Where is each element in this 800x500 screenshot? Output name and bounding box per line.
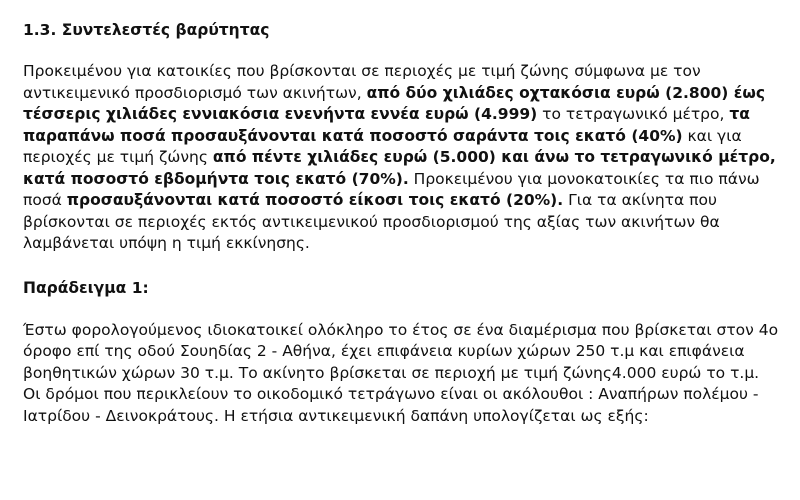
bold-text-segment: από πέντε χιλιάδες ευρώ (5.000) και άνω το τετραγωνικό μέτρο, κατά ποσοστό εβδομήντα τοις εκατό (70%). <box>23 148 776 188</box>
text-segment: και για περιοχές με τιμή ζώνης <box>23 126 742 166</box>
bold-text-segment: από δύο χιλιάδες οχτακόσια ευρώ (2.800) έως τέσσερις χιλιάδες εννιακόσια ενενήντα εννέα ευρώ (4.999) <box>23 83 766 123</box>
example-heading: Παράδειγμα 1: <box>23 278 149 297</box>
example-paragraph: Έστω φορολογούμενος ιδιοκατοικεί ολόκληρο το έτος σε ένα διαμέρισμα που βρίσκεται στον 4ο όροφο επί της οδού Σουηδίας 2 - Αθήνα, έχει επιφάνεια κυρίων χώρων 250 τ.μ και επιφάνεια βοηθητικών χώρων 30 τ.μ. Το ακίνητο βρίσκεται σε περιοχή με τιμή ζώνης4.000 ευρώ το τ.μ. Οι δρόμοι που περικλείουν το οικοδομικό τετράγωνο είναι οι ακόλουθοι : Αναπήρων πολέμου - Ιατρίδου - Δεινοκράτους. Η ετήσια αντικειμενική δαπάνη υπολογίζεται ως εξής: <box>23 320 779 425</box>
section-heading: 1.3. Συντελεστές βαρύτητας <box>23 21 270 39</box>
text-segment: Προκειμένου για κατοικίες που βρίσκονται σε περιοχές με τιμή ζώνης σύμφωνα με τον αντικειμενικό προσδιορισμό των ακινήτων, <box>23 62 701 102</box>
text-segment: Προκειμένου για μονοκατοικίες τα πιο πάνω ποσά <box>23 169 760 209</box>
text-segment: Για τα ακίνητα που βρίσκονται σε περιοχές εκτός αντικειμενικού προσδιορισμού της αξίας των ακινήτων θα λαμβάνεται υπόψη η τιμή εκκίνησης. <box>23 191 720 252</box>
bold-text-segment: τα παραπάνω ποσά προσαυξάνονται κατά ποσοστό σαράντα τοις εκατό (40%) <box>23 105 750 145</box>
text-segment: το τετραγωνικό μέτρο, <box>537 105 730 123</box>
bold-text-segment: προσαυξάνονται κατά ποσοστό είκοσι τοις εκατό (20%). <box>66 191 564 209</box>
coefficients-paragraph <box>23 61 780 255</box>
